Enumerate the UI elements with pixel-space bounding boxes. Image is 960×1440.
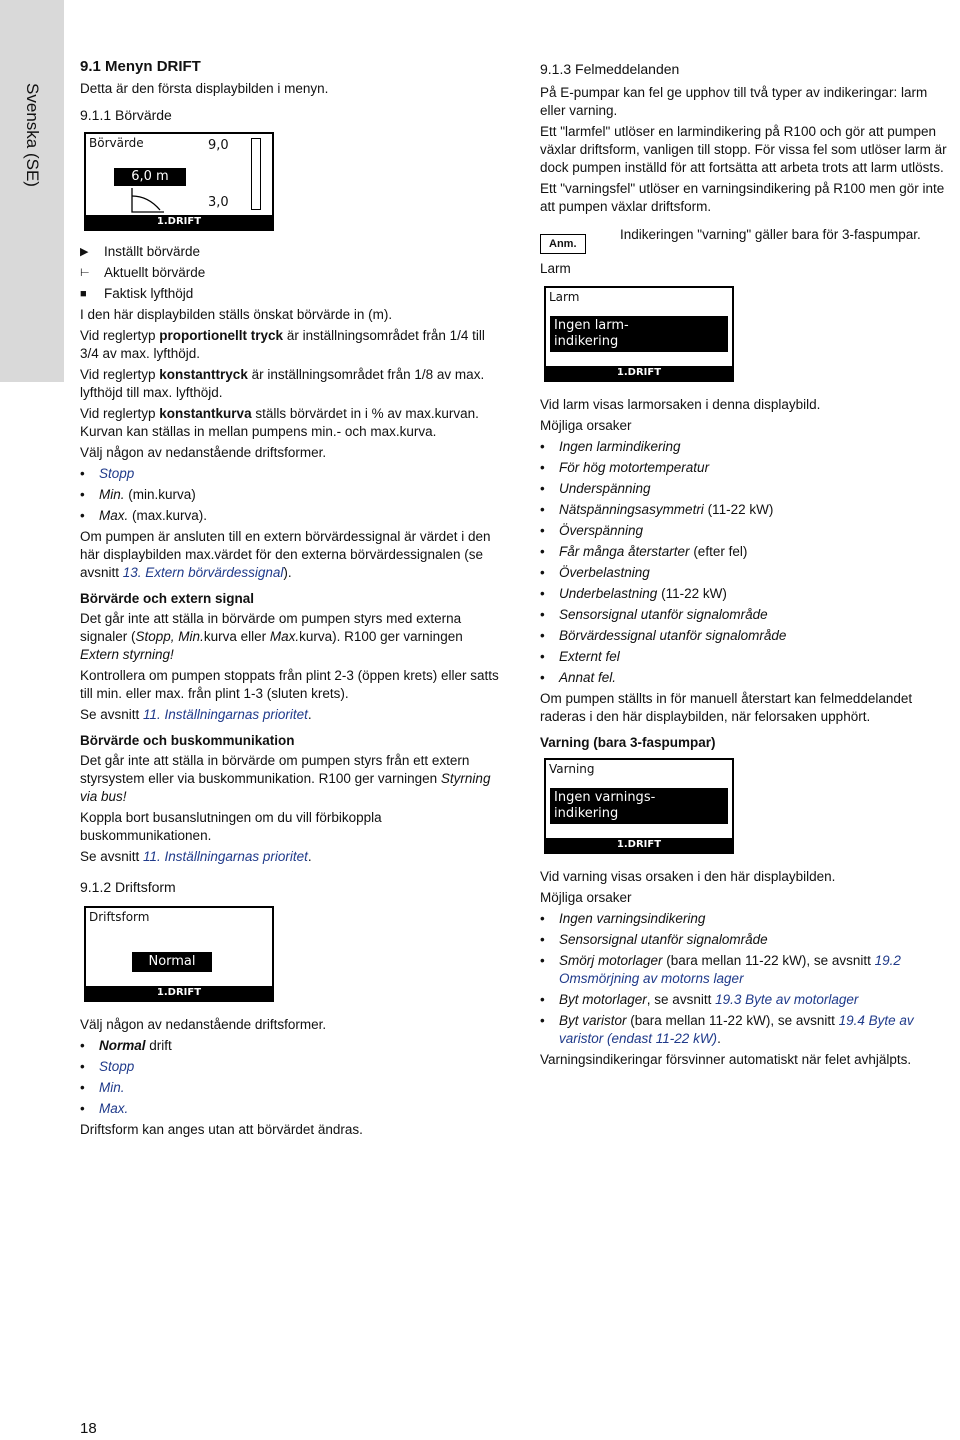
- list-item: • För hög motortemperatur: [540, 459, 950, 477]
- language-label: Svenska (SE): [23, 83, 42, 187]
- heading-9-1-2: 9.1.2 Driftsform: [80, 879, 176, 895]
- alarm-causes-list: [540, 438, 950, 687]
- paragraph: Välj någon av nedanstående driftsformer.: [80, 1017, 327, 1032]
- scale-bar: [251, 138, 261, 210]
- note-text: Indikeringen "varning" gäller bara för 3-faspumpar.: [620, 227, 921, 242]
- paragraph: Möjliga orsaker: [540, 890, 632, 905]
- display-value: Normal: [132, 952, 212, 972]
- paragraph: Möjliga orsaker: [540, 418, 632, 433]
- heading-9-1-3: 9.1.3 Felmeddelanden: [540, 61, 680, 77]
- section-link[interactable]: 19.4 Byte av varistor (endast 11-22 kW): [559, 1013, 914, 1046]
- display-min-value: 3,0: [208, 195, 229, 210]
- paragraph: På E-pumpar kan fel ge upphov till två typer av indikeringar: larm eller varning.: [540, 85, 928, 118]
- section-link[interactable]: 11. Inställningarnas prioritet: [143, 849, 308, 864]
- display-title: Börvärde: [89, 136, 144, 150]
- intro-text: Detta är den första displaybilden i menyn.: [80, 81, 329, 96]
- paragraph: Varningsindikeringar försvinner automatiskt när felet avhjälpts.: [540, 1052, 912, 1067]
- display-title: Driftsform: [89, 910, 150, 924]
- list-item: • Min.: [80, 1079, 500, 1097]
- list-item: • Överspänning: [540, 522, 950, 540]
- paragraph: Det går inte att ställa in börvärde om pumpen styrs från ett extern styrsystem eller via buskommunikation. R100 ger varningen Styrning via bus!: [80, 753, 491, 804]
- list-item: • Min. (min.kurva): [80, 486, 500, 504]
- paragraph: Se avsnitt 11. Inställningarnas prioritet.: [80, 707, 312, 722]
- list-item: • Underbelastning (11-22 kW): [540, 585, 950, 603]
- section-link[interactable]: 13. Extern börvärdessignal: [122, 565, 284, 580]
- display-title: Varning: [549, 762, 595, 776]
- display-varning: [544, 758, 734, 854]
- modes-list: [80, 465, 500, 525]
- heading-9-1: 9.1 Menyn DRIFT: [80, 58, 201, 75]
- paragraph: Om pumpen är ansluten till en extern börvärdessignal är värdet i den här displaybilden max.värdet för den externa börvärdessignalen (se avsnitt 13. Extern börvärdessignal).: [80, 529, 491, 580]
- block-marker-icon: ■: [80, 288, 87, 300]
- paragraph: I den här displaybilden ställs önskat börvärde in (m).: [80, 307, 393, 322]
- list-item: • Byt motorlager, se avsnitt 19.3 Byte av motorlager: [540, 991, 950, 1009]
- paragraph: Vid larm visas larmorsaken i denna displaybild.: [540, 397, 821, 412]
- list-item: • Ingen larmindikering: [540, 438, 950, 456]
- paragraph: Det går inte att ställa in börvärde om pumpen styrs med externa signaler (Stopp, Min.kurva eller Max.kurva). R100 ger varningen Extern styrning!: [80, 611, 463, 662]
- list-item: • Smörj motorlager (bara mellan 11-22 kW), se avsnitt 19.2 Omsmörjning av motorns lager: [540, 952, 950, 988]
- list-item: • Sensorsignal utanför signalområde: [540, 931, 950, 949]
- note-block: [540, 226, 950, 254]
- right-column: [540, 58, 950, 1072]
- heading-warning: Varning (bara 3-faspumpar): [540, 735, 716, 750]
- display-message: Ingen larm- indikering: [550, 316, 728, 352]
- paragraph: Kontrollera om pumpen stoppats från plint 2-3 (öppen krets) eller satts till min. eller max. från plint 1-3 (sluten krets).: [80, 668, 499, 701]
- paragraph: Vid reglertyp konstantkurva ställs börvärdet in i % av max.kurvan. Kurvan kan ställas in mellan pumpens min.- och max.kurva.: [80, 406, 479, 439]
- left-column: [80, 58, 500, 1142]
- list-item: • Stopp: [80, 465, 500, 483]
- legend-head: ■ Faktisk lyfthöjd: [80, 286, 194, 301]
- paragraph: Om pumpen ställts in för manuell återstart kan felmeddelandet raderas i den här displaybilden, när felorsaken upphört.: [540, 691, 913, 724]
- list-item: • Max. (max.kurva).: [80, 507, 500, 525]
- note-label: Anm.: [540, 234, 586, 254]
- language-side-tab: [0, 0, 64, 382]
- display-title: Larm: [549, 290, 580, 304]
- list-item: • Externt fel: [540, 648, 950, 666]
- display-footer: 1.DRIFT: [546, 366, 732, 380]
- flag-marker-icon: ⊢: [80, 267, 90, 279]
- list-item: • Underspänning: [540, 480, 950, 498]
- list-item: • Sensorsignal utanför signalområde: [540, 606, 950, 624]
- display-message: Ingen varnings- indikering: [550, 788, 728, 824]
- heading-9-1-1: 9.1.1 Börvärde: [80, 107, 172, 123]
- warning-causes-list: [540, 910, 950, 1048]
- list-item: • Får många återstarter (efter fel): [540, 543, 950, 561]
- display-footer: 1.DRIFT: [546, 838, 732, 852]
- paragraph: Vid varning visas orsaken i den här displaybilden.: [540, 869, 836, 884]
- section-link[interactable]: 19.2 Omsmörjning av motorns lager: [559, 953, 901, 986]
- list-item: • Överbelastning: [540, 564, 950, 582]
- paragraph: Se avsnitt 11. Inställningarnas prioritet.: [80, 849, 312, 864]
- display-footer: 1.DRIFT: [86, 215, 272, 229]
- list-item: • Stopp: [80, 1058, 500, 1076]
- paragraph: Vid reglertyp proportionellt tryck är inställningsområdet från 1/4 till 3/4 av max. lyfthöjd.: [80, 328, 485, 361]
- list-item: • Ingen varningsindikering: [540, 910, 950, 928]
- paragraph: Vid reglertyp konstanttryck är inställningsområdet från 1/8 av max. lyfthöjd till max. lyfthöjd.: [80, 367, 485, 400]
- section-link[interactable]: 11. Inställningarnas prioritet: [143, 707, 308, 722]
- display-footer: 1.DRIFT: [86, 986, 272, 1000]
- list-item: • Nätspänningsasymmetri (11-22 kW): [540, 501, 950, 519]
- legend-actual: ⊢ Aktuellt börvärde: [80, 265, 206, 280]
- list-item: • Max.: [80, 1100, 500, 1118]
- page-number: 18: [80, 1420, 97, 1437]
- display-driftsform: [84, 906, 274, 1002]
- heading-external-signal: Börvärde och extern signal: [80, 591, 255, 606]
- display-borvarde: [84, 132, 274, 231]
- section-link[interactable]: 19.3 Byte av motorlager: [715, 992, 859, 1007]
- list-item: • Annat fel.: [540, 669, 950, 687]
- list-item: • Byt varistor (bara mellan 11-22 kW), se avsnitt 19.4 Byte av varistor (endast 11-22 kW).: [540, 1012, 950, 1048]
- paragraph: Driftsform kan anges utan att börvärdet ändras.: [80, 1122, 363, 1137]
- list-item: • Normal drift: [80, 1037, 500, 1055]
- legend-setpoint: ▶ Inställt börvärde: [80, 244, 201, 259]
- larm-heading: Larm: [540, 261, 571, 276]
- pump-curve-icon: [128, 186, 168, 216]
- display-larm: [544, 286, 734, 382]
- triangle-marker-icon: ▶: [80, 246, 89, 258]
- paragraph: Ett "larmfel" utlöser en larmindikering på R100 och gör att pumpen växlar driftsform, vanligen till stopp. För vissa fel som utlöser larm är dock pumpen inställd för att fortsätta att arbeta trots att larm utlösts.: [540, 124, 947, 175]
- paragraph: Välj någon av nedanstående driftsformer.: [80, 445, 327, 460]
- modes-list-2: [80, 1037, 500, 1118]
- paragraph: Koppla bort busanslutningen om du vill förbikoppla buskommunikationen.: [80, 810, 382, 843]
- display-max-value: 9,0: [208, 138, 229, 153]
- paragraph: Ett "varningsfel" utlöser en varningsindikering på R100 men gör inte att pumpen växlar driftsform.: [540, 181, 945, 214]
- heading-bus: Börvärde och buskommunikation: [80, 733, 295, 748]
- display-setpoint-value: 6,0 m: [114, 168, 186, 186]
- list-item: • Börvärdessignal utanför signalområde: [540, 627, 950, 645]
